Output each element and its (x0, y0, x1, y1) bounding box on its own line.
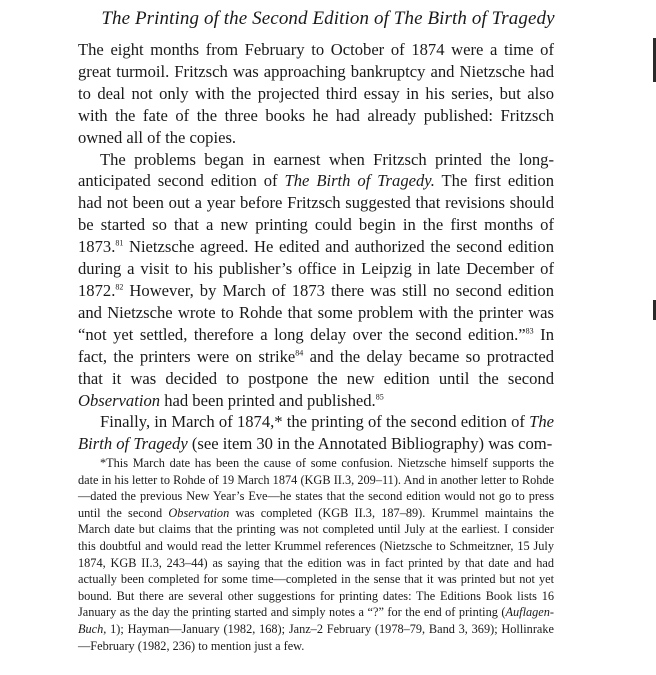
paragraph-2-text-a: The problems began in earnest when Fritzsch printed the long-anticipated second edition of (78, 149, 554, 191)
footnote-text-b: was completed (KGB II.3, 187–89). Krummel maintains the March date but claims that the printing was not completed until July at the earliest. I consider this doubtful and would read the letter Krummel references (Nietzsche to Schmeitzner, 15 July 1874, KGB II.3, 243–44) as saying that the edition was in fact printed by that date and had actually been completed for some time—completed in the sense that it was printed but not yet bound. But there are several other suggestions for printing dates: The Editions Book lists 16 January as the day the printing started and simply notes a “?” for the end of printing ( (78, 505, 554, 620)
body-text (78, 39, 554, 455)
paragraph-1-text: The eight months from February to October of 1874 were a time of great turmoil. Fritzsch was approaching bankruptcy and Nietzsche had to deal not only with the projected third essay in his series, but also with the fate of the three books he had already published: Fritzsch owned all of the copies. (78, 40, 554, 147)
paragraph-2-text-c: Nietzsche agreed. He edited and authorized the second edition during a visit to his publisher’s office in Leipzig in late December of 1872. (78, 237, 554, 300)
footnote-ref-83: 83 (525, 326, 534, 336)
footnote-ref-85: 85 (375, 391, 384, 401)
paragraph-3-text-a: Finally, in March of 1874,* the printing of the second edition of (100, 412, 530, 432)
paragraph-2-text-e: In fact, the printers were on strike (78, 324, 554, 366)
paragraph-2-text-d: However, by March of 1873 there was still no second edition and Nietzsche wrote to Rohde that some problem with the printer was “not yet settled, therefore a long delay over the second edition.” (78, 280, 554, 344)
footnote-text-c: 1); Hayman—January (1982, 168); Janz–2 February (1978–79, Band 3, 369); Hollinrake—February (1982, 236) to mention just a few. (78, 621, 554, 653)
running-head-text: The Printing of the Second Edition of (101, 8, 394, 29)
paragraph-2-text-g: had been printed and published. (160, 390, 376, 410)
footnote-ref-84: 84 (295, 348, 304, 358)
paragraph-2 (78, 149, 554, 412)
footnote-ref-82: 82 (115, 282, 124, 292)
running-head (0, 8, 656, 30)
book-title: The Birth of Tragedy. (284, 171, 435, 191)
work-title: Observation (78, 390, 161, 410)
running-head-book-title: The Birth of Tragedy (393, 8, 555, 29)
footnote (78, 455, 554, 654)
footnote-work-title: Observation (168, 505, 230, 520)
paragraph-2-text-b: The first edition had not been out a year before Fritzsch suggested that revisions should be started so that a new printing could begin in the first months of 1873. (78, 171, 554, 257)
footnote-text-a: *This March date has been the cause of some confusion. Nietzsche himself supports the date in his letter to Rohde of 19 March 1874 (KGB II.3, 209–11). And in another letter to Rohde—dated the previous New Year’s Eve—he states that the second edition would not go to press until the second (78, 456, 554, 520)
paragraph-3-text-b: (see item 30 in the Annotated Bibliography) was com- (187, 434, 553, 454)
paragraph-2-text-f: and the delay became so protracted that it was decided to postpone the new edition until the second (78, 346, 555, 388)
paragraph-3 (78, 411, 554, 455)
book-title: The Birth of Tragedy (78, 412, 554, 454)
footnote-book-title: Auflagen-Buch, (78, 605, 554, 636)
paragraph-1 (78, 39, 554, 149)
footnote-ref-81: 81 (115, 238, 124, 248)
